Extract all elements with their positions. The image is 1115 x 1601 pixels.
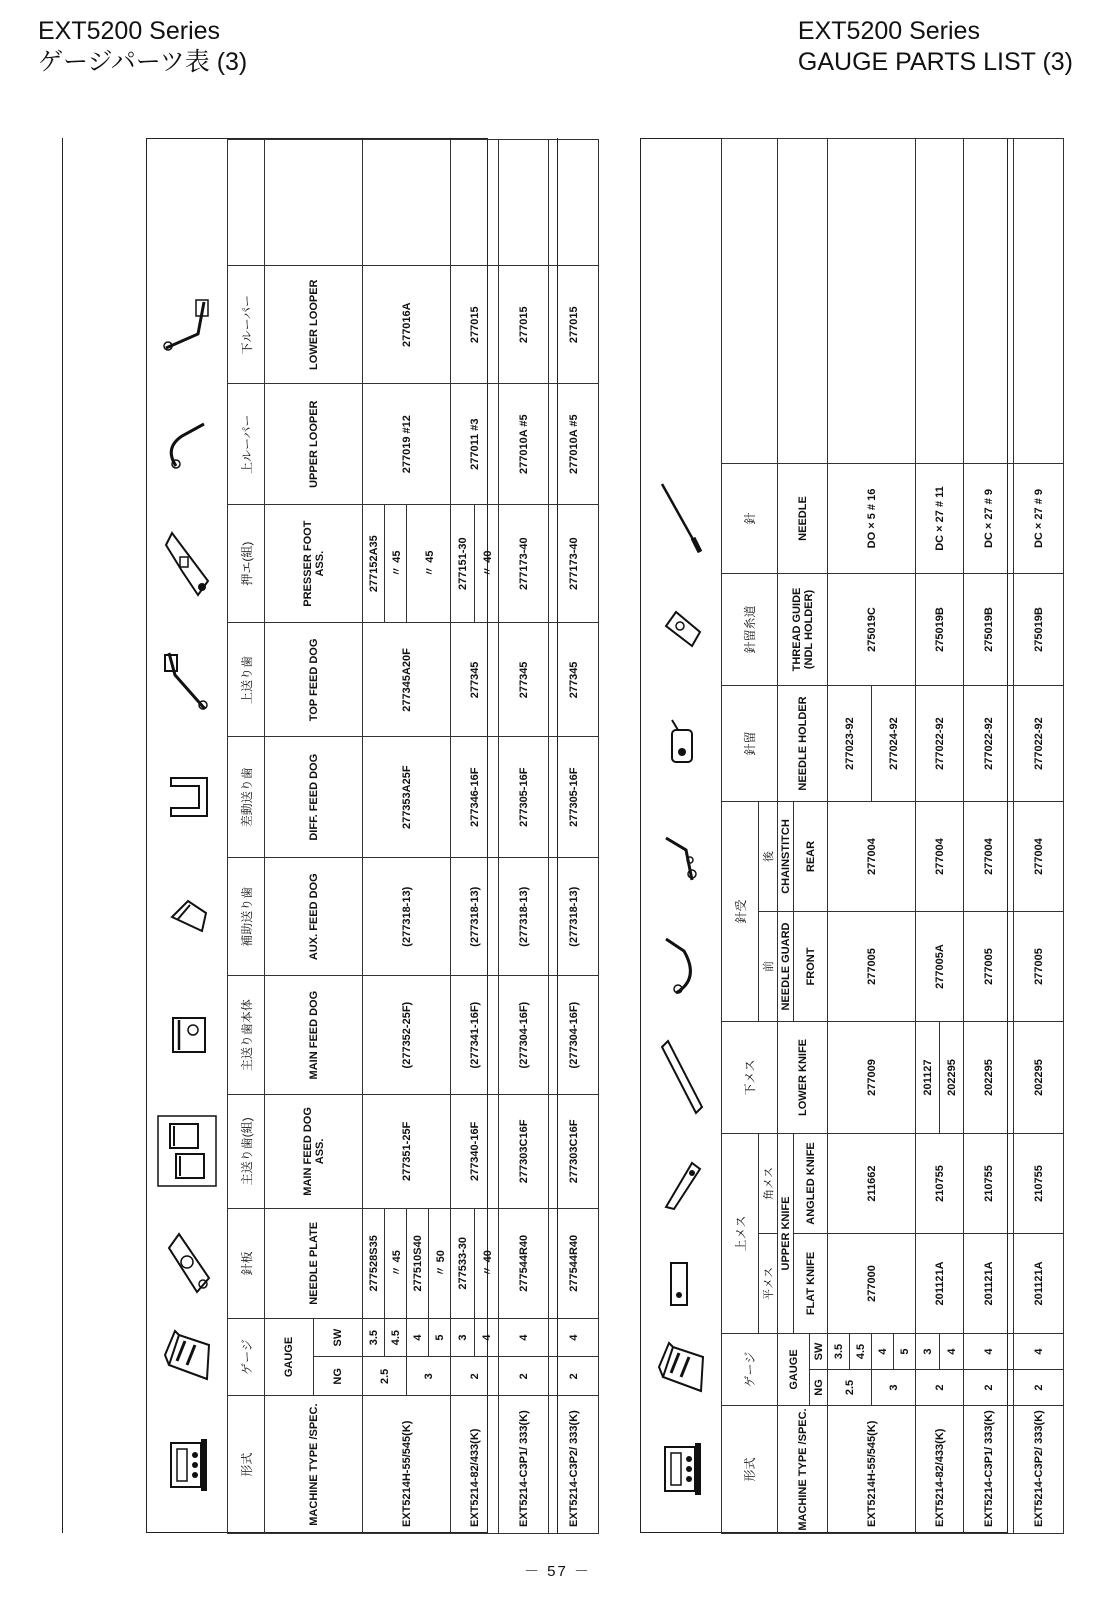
jp-main-feed-assy: 主送り歯(組) bbox=[228, 1094, 265, 1208]
ng-value: 2 bbox=[964, 1370, 1014, 1406]
aux-feed-dog-icon bbox=[147, 858, 228, 976]
lower-knife-value: 202295 bbox=[964, 1022, 1014, 1134]
jp-needle: 針 bbox=[722, 464, 778, 574]
en-lower-looper: LOWER LOOPER bbox=[265, 266, 363, 384]
blank-col-3 bbox=[722, 139, 778, 464]
jp-angled: 角メス bbox=[759, 1134, 778, 1234]
icon-row-2 bbox=[641, 139, 722, 1534]
blank-cell bbox=[916, 139, 964, 464]
blank-icon-cell bbox=[641, 139, 722, 464]
ng-value: 2 bbox=[499, 1357, 549, 1396]
en-gauge: GAUGE bbox=[778, 1334, 810, 1406]
en-needle-plate: NEEDLE PLATE bbox=[265, 1208, 363, 1318]
table-row bbox=[549, 140, 599, 1534]
upper-looper-value: 277010A #5 bbox=[499, 384, 549, 505]
needle-value: DC × 27 # 9 bbox=[1014, 464, 1064, 574]
aux-feed-value: (277318-13) bbox=[499, 858, 549, 976]
needle-holder-value: 277023-92 bbox=[828, 686, 872, 802]
lower-looper-icon bbox=[147, 266, 228, 384]
needle-guard-front-value: 277005 bbox=[964, 912, 1014, 1022]
lower-looper-value: 277015 bbox=[549, 266, 599, 384]
presser-value: 277173-40 bbox=[549, 504, 599, 622]
needle-holder-icon bbox=[641, 686, 722, 802]
gauge-icon bbox=[641, 1334, 722, 1406]
main-feed-assy-value: 277303C16F bbox=[549, 1094, 599, 1208]
angled-knife-value: 210755 bbox=[964, 1134, 1014, 1234]
ng-value: 2 bbox=[1014, 1370, 1064, 1406]
jp-rear: 後 bbox=[759, 802, 778, 912]
ng-value: 2 bbox=[549, 1357, 599, 1396]
jp-upper-knife: 上メス bbox=[722, 1134, 759, 1334]
jp-top-feed: 上送り歯 bbox=[228, 623, 265, 737]
diff-feed-value: 277305-16F bbox=[499, 737, 549, 858]
lower-knife-value: 202295 bbox=[940, 1022, 964, 1134]
machine-type: EXT5214-82/433(K) bbox=[916, 1406, 964, 1534]
machine-icon bbox=[147, 1396, 228, 1534]
angled-knife-value: 210755 bbox=[1014, 1134, 1064, 1234]
en-needle-guard: NEEDLE GUARD bbox=[778, 912, 794, 1022]
en-angled: ANGLED KNIFE bbox=[794, 1134, 828, 1234]
top-feed-value: 277345 bbox=[499, 623, 549, 737]
needle-guard-front-icon bbox=[641, 912, 722, 1022]
aux-feed-value: (277318-13) bbox=[363, 858, 451, 976]
machine-type: EXT5214-82/433(K) bbox=[451, 1396, 499, 1534]
sw-value: 4 bbox=[964, 1334, 1014, 1370]
jp-gauge: ゲージ bbox=[228, 1318, 265, 1396]
needle-value: DC × 27 # 9 bbox=[964, 464, 1014, 574]
en-presser: PRESSER FOOT ASS. bbox=[265, 504, 363, 622]
needle-guard-front-value: 277005A bbox=[916, 912, 964, 1022]
table-row bbox=[499, 140, 549, 1534]
needle-plate-value: 277528S35 bbox=[363, 1208, 385, 1318]
sw-value: 4.5 bbox=[385, 1318, 407, 1357]
jp-gauge: ゲージ bbox=[722, 1334, 778, 1406]
lower-looper-value: 277015 bbox=[451, 266, 499, 384]
flat-knife-value: 201121A bbox=[964, 1234, 1014, 1334]
needle-guard-rear-icon bbox=[641, 802, 722, 912]
sw-value: 4 bbox=[499, 1318, 549, 1357]
needle-holder-value: 277022-92 bbox=[916, 686, 964, 802]
flat-knife-value: 201121A bbox=[916, 1234, 964, 1334]
sw-value: 4 bbox=[1014, 1334, 1064, 1370]
needle-plate-value: 〃 45 bbox=[385, 1208, 407, 1318]
english-group-row-2 bbox=[778, 139, 794, 1534]
sw-value: 4 bbox=[940, 1334, 964, 1370]
en-sw: SW bbox=[810, 1334, 828, 1370]
thread-guide-value: 275019B bbox=[916, 574, 964, 686]
table-row bbox=[964, 139, 1014, 1534]
needle-guard-rear-value: 277004 bbox=[1014, 802, 1064, 912]
aux-feed-value: (277318-13) bbox=[549, 858, 599, 976]
main-feed-value: (277304-16F) bbox=[549, 976, 599, 1094]
blank-cell bbox=[363, 140, 451, 266]
sw-value: 3.5 bbox=[363, 1318, 385, 1357]
blank-cell bbox=[828, 139, 916, 464]
presser-foot-icon bbox=[147, 504, 228, 622]
main-feed-dog-icon bbox=[147, 976, 228, 1094]
en-type: MACHINE TYPE /SPEC. bbox=[778, 1406, 828, 1534]
needle-plate-value: 277544R40 bbox=[549, 1208, 599, 1318]
blank-col-1 bbox=[228, 140, 265, 266]
header-left-title: ゲージパーツ表 (3) bbox=[38, 48, 248, 76]
en-lower-knife: LOWER KNIFE bbox=[778, 1022, 828, 1134]
diff-feed-value: 277353A25F bbox=[363, 737, 451, 858]
en-type: MACHINE TYPE /SPEC. bbox=[265, 1396, 363, 1534]
angled-knife-value: 211662 bbox=[828, 1134, 916, 1234]
lower-knife-value: 201127 bbox=[916, 1022, 940, 1134]
jp-lower-looper: 下ルーパー bbox=[228, 266, 265, 384]
sw-value: 4 bbox=[872, 1334, 894, 1370]
needle-plate-value: 〃 40 bbox=[475, 1208, 499, 1318]
jp-main-feed: 主送り歯本体 bbox=[228, 976, 265, 1094]
en-sw: SW bbox=[314, 1318, 363, 1357]
sw-value: 4 bbox=[475, 1318, 499, 1357]
upper-looper-value: 277010A #5 bbox=[549, 384, 599, 505]
ng-value: 2 bbox=[916, 1370, 964, 1406]
jp-type: 形式 bbox=[228, 1396, 265, 1534]
lower-looper-value: 277016A bbox=[363, 266, 451, 384]
presser-value: 〃 45 bbox=[385, 504, 407, 622]
jp-presser: 押エ(組) bbox=[228, 504, 265, 622]
ng-value: 3 bbox=[872, 1370, 916, 1406]
diff-feed-value: 277305-16F bbox=[549, 737, 599, 858]
en-main-feed: MAIN FEED DOG bbox=[265, 976, 363, 1094]
page-number: － 57 － bbox=[523, 1563, 592, 1580]
en-upper-knife: UPPER KNIFE bbox=[778, 1134, 794, 1334]
thread-guide-icon bbox=[641, 574, 722, 686]
en-needle-holder: NEEDLE HOLDER bbox=[778, 686, 828, 802]
needle-guard-rear-value: 277004 bbox=[828, 802, 916, 912]
jp-flat: 平メス bbox=[759, 1234, 778, 1334]
flat-knife-value: 201121A bbox=[1014, 1234, 1064, 1334]
jp-needle-guard: 針受 bbox=[722, 802, 759, 1022]
parts-table-1-rotated bbox=[147, 139, 580, 1534]
sw-value: 4.5 bbox=[850, 1334, 872, 1370]
ng-value: 2.5 bbox=[363, 1357, 407, 1396]
blank-cell bbox=[549, 140, 599, 266]
en-diff-feed: DIFF. FEED DOG bbox=[265, 737, 363, 858]
en-needle: NEEDLE bbox=[778, 464, 828, 574]
icon-row-1 bbox=[147, 140, 228, 1534]
flat-knife-value: 277000 bbox=[828, 1234, 916, 1334]
main-feed-value: (277341-16F) bbox=[451, 976, 499, 1094]
jp-thread-guide: 針留糸道 bbox=[722, 574, 778, 686]
machine-type: EXT5214H-55/545(K) bbox=[363, 1396, 451, 1534]
blank-col-4 bbox=[778, 139, 828, 464]
top-feed-value: 277345 bbox=[451, 623, 499, 737]
needle-plate-icon bbox=[147, 1208, 228, 1318]
angled-knife-value: 210755 bbox=[916, 1134, 964, 1234]
needle-holder-value: 277024-92 bbox=[872, 686, 916, 802]
upper-looper-value: 277011 #3 bbox=[451, 384, 499, 505]
en-ng: NG bbox=[314, 1357, 363, 1396]
machine-type: EXT5214-C3P2/ 333(K) bbox=[549, 1396, 599, 1534]
table-row bbox=[828, 139, 850, 1534]
machine-type: EXT5214-C3P1/ 333(K) bbox=[499, 1396, 549, 1534]
left-margin-line bbox=[62, 138, 63, 1533]
needle-guard-front-value: 277005 bbox=[828, 912, 916, 1022]
needle-plate-value: 277510S40 bbox=[407, 1208, 429, 1318]
jp-upper-looper: 上ルーパー bbox=[228, 384, 265, 505]
jp-type: 形式 bbox=[722, 1406, 778, 1534]
header-right bbox=[798, 16, 1073, 78]
lower-knife-value: 202295 bbox=[1014, 1022, 1064, 1134]
table-row bbox=[363, 140, 385, 1534]
en-thread-guide: THREAD GUIDE (NDL HOLDER) bbox=[778, 574, 828, 686]
en-ng: NG bbox=[810, 1370, 828, 1406]
en-top-feed: TOP FEED DOG bbox=[265, 623, 363, 737]
needle-plate-value: 277533-30 bbox=[451, 1208, 475, 1318]
english-header-row-1 bbox=[265, 140, 314, 1534]
main-feed-assy-value: 277340-16F bbox=[451, 1094, 499, 1208]
machine-type: EXT5214H-55/545(K) bbox=[828, 1406, 916, 1534]
en-aux-feed: AUX. FEED DOG bbox=[265, 858, 363, 976]
sw-value: 3.5 bbox=[828, 1334, 850, 1370]
main-feed-value: (277352-25F) bbox=[363, 976, 451, 1094]
en-flat: FLAT KNIFE bbox=[794, 1234, 828, 1334]
machine-type: EXT5214-C3P1/ 333(K) bbox=[964, 1406, 1014, 1534]
parts-grid-1 bbox=[147, 139, 599, 1534]
table2-body bbox=[828, 139, 1064, 1534]
parts-table-1 bbox=[146, 138, 580, 1533]
top-feed-value: 277345A20F bbox=[363, 623, 451, 737]
table-row bbox=[916, 139, 940, 1534]
machine-type: EXT5214-C3P2/ 333(K) bbox=[1014, 1406, 1064, 1534]
thread-guide-value: 275019C bbox=[828, 574, 916, 686]
header-left-series: EXT5200 Series bbox=[38, 17, 221, 45]
diff-feed-dog-icon bbox=[147, 737, 228, 858]
table-row bbox=[451, 140, 475, 1534]
table-row bbox=[1014, 139, 1064, 1534]
en-chainstitch: CHAINSTITCH bbox=[778, 802, 794, 912]
en-upper-looper: UPPER LOOPER bbox=[265, 384, 363, 505]
ng-value: 2 bbox=[451, 1357, 499, 1396]
sw-value: 5 bbox=[894, 1334, 916, 1370]
aux-feed-value: (277318-13) bbox=[451, 858, 499, 976]
main-feed-assy-value: 277351-25F bbox=[363, 1094, 451, 1208]
needle-holder-value: 277022-92 bbox=[1014, 686, 1064, 802]
gauge-icon bbox=[147, 1318, 228, 1396]
presser-value: 〃 40 bbox=[475, 504, 499, 622]
header-right-series: EXT5200 Series bbox=[797, 17, 980, 45]
flat-knife-icon bbox=[641, 1234, 722, 1334]
presser-value: 277152A35 bbox=[363, 504, 385, 622]
machine-icon bbox=[641, 1406, 722, 1534]
jp-needle-plate: 針板 bbox=[228, 1208, 265, 1318]
top-feed-dog-icon bbox=[147, 623, 228, 737]
needle-plate-value: 277544R40 bbox=[499, 1208, 549, 1318]
needle-icon bbox=[641, 464, 722, 574]
thread-guide-value: 275019B bbox=[1014, 574, 1064, 686]
main-feed-dog-assy-icon bbox=[147, 1094, 228, 1208]
en-rear: REAR bbox=[794, 802, 828, 912]
blank-cell bbox=[451, 140, 499, 266]
blank-cell bbox=[964, 139, 1014, 464]
blank-cell bbox=[1014, 139, 1064, 464]
needle-holder-value: 277022-92 bbox=[964, 686, 1014, 802]
upper-looper-icon bbox=[147, 384, 228, 505]
diff-feed-value: 277346-16F bbox=[451, 737, 499, 858]
japanese-header-row-2 bbox=[722, 139, 759, 1534]
top-feed-value: 277345 bbox=[549, 623, 599, 737]
upper-looper-value: 277019 #12 bbox=[363, 384, 451, 505]
presser-value: 277173-40 bbox=[499, 504, 549, 622]
jp-diff-feed: 差動送り歯 bbox=[228, 737, 265, 858]
lower-knife-value: 277009 bbox=[828, 1022, 916, 1134]
sw-value: 5 bbox=[429, 1318, 451, 1357]
lower-knife-icon bbox=[641, 1022, 722, 1134]
header-right-title: GAUGE PARTS LIST (3) bbox=[797, 48, 1073, 76]
angled-knife-icon bbox=[641, 1134, 722, 1234]
table1-body bbox=[363, 140, 599, 1534]
japanese-header-row-1 bbox=[228, 140, 265, 1534]
en-main-feed-assy: MAIN FEED DOG ASS. bbox=[265, 1094, 363, 1208]
sw-value: 3 bbox=[451, 1318, 475, 1357]
needle-guard-front-value: 277005 bbox=[1014, 912, 1064, 1022]
sw-value: 4 bbox=[549, 1318, 599, 1357]
en-front: FRONT bbox=[794, 912, 828, 1022]
parts-grid-2 bbox=[641, 138, 1064, 1534]
thread-guide-value: 275019B bbox=[964, 574, 1014, 686]
presser-value: 277151-30 bbox=[451, 504, 475, 622]
ng-value: 2.5 bbox=[828, 1370, 872, 1406]
main-feed-value: (277304-16F) bbox=[499, 976, 549, 1094]
jp-front: 前 bbox=[759, 912, 778, 1022]
jp-lower-knife: 下メス bbox=[722, 1022, 778, 1134]
presser-value: 〃 45 bbox=[407, 504, 451, 622]
needle-guard-rear-value: 277004 bbox=[916, 802, 964, 912]
lower-looper-value: 277015 bbox=[499, 266, 549, 384]
main-feed-assy-value: 277303C16F bbox=[499, 1094, 549, 1208]
blank-col-2 bbox=[265, 140, 363, 266]
needle-value: DC × 27 # 11 bbox=[916, 464, 964, 574]
sw-value: 4 bbox=[407, 1318, 429, 1357]
en-gauge: GAUGE bbox=[265, 1318, 314, 1396]
parts-table-2 bbox=[640, 138, 1045, 1533]
blank-cell bbox=[499, 140, 549, 266]
needle-value: DO × 5 # 16 bbox=[828, 464, 916, 574]
parts-table-2-rotated bbox=[641, 139, 1045, 1534]
ng-value: 3 bbox=[407, 1357, 451, 1396]
jp-needle-holder: 針留 bbox=[722, 686, 778, 802]
jp-aux-feed: 補助送り歯 bbox=[228, 858, 265, 976]
sw-value: 3 bbox=[916, 1334, 940, 1370]
needle-plate-value: 〃 50 bbox=[429, 1208, 451, 1318]
header-left bbox=[38, 16, 247, 78]
needle-guard-rear-value: 277004 bbox=[964, 802, 1014, 912]
